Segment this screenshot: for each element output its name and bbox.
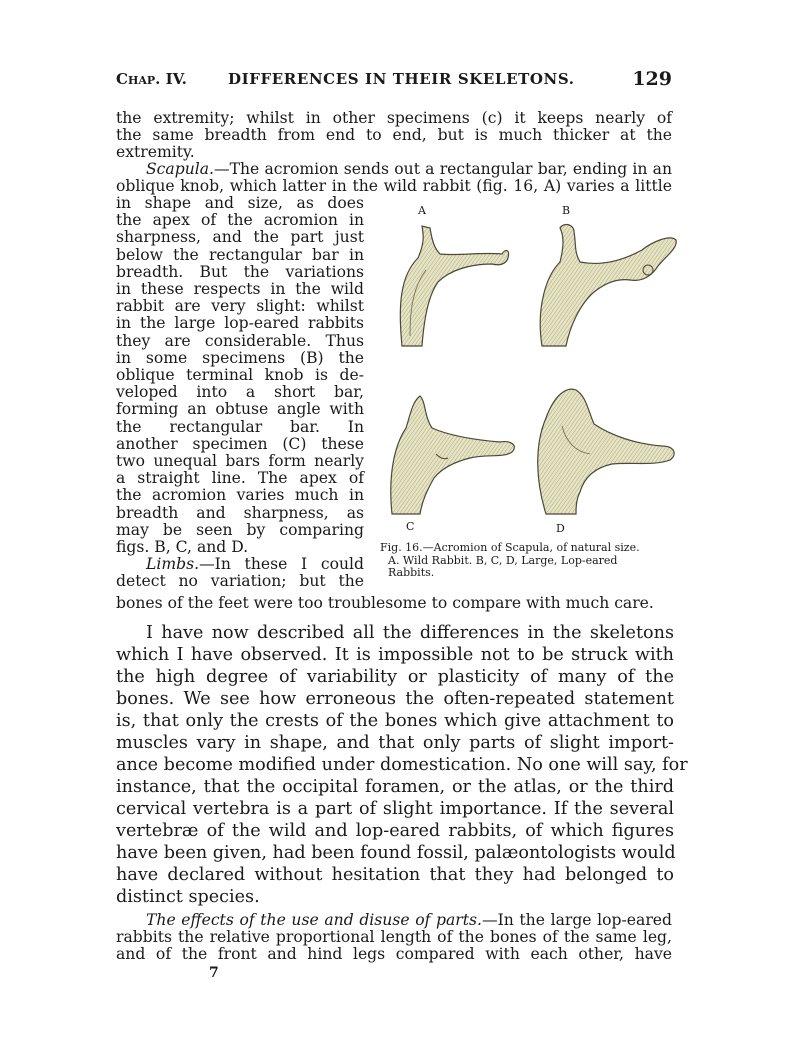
figure-label-d: D	[556, 522, 565, 535]
text-line: vertebræ of the wild and lop-eared rabbits, of which figures	[116, 821, 674, 841]
acromion-b-drawing	[540, 225, 676, 346]
text-line: distinct species.	[116, 887, 260, 907]
figure-caption	[380, 542, 682, 580]
text-line: in the large lop-eared rabbits	[116, 314, 364, 333]
text-line: I have now described all the differences in the skeletons	[146, 623, 674, 643]
running-title: DIFFERENCES IN THEIR SKELETONS.	[228, 70, 575, 88]
text-line: they are considerable. Thus	[116, 331, 364, 350]
text-line: the acromion varies much in	[116, 486, 364, 505]
text-line: ance become modified under domestication. No one will say, for	[116, 755, 688, 775]
text-line: have been given, had been found fossil, palæontologists would	[116, 843, 676, 863]
limbs-line1: —In these I could	[199, 555, 364, 574]
main-paragraph	[116, 622, 688, 908]
text-line: instance, that the occipital foramen, or the atlas, or the third	[116, 777, 674, 797]
acromion-c-drawing	[391, 396, 515, 514]
text-line: forming an obtuse angle with	[116, 400, 364, 419]
text-line: detect no variation; but the	[116, 572, 364, 591]
acromion-d-drawing	[538, 389, 674, 514]
text-line: and of the front and hind legs compared with each other, have	[116, 945, 672, 964]
scapula-line1: —The acromion sends out a rectangular bar, ending in an	[213, 160, 672, 178]
text-line: in some specimens (B) the	[116, 348, 364, 367]
text-line: figs. B, C, and D.	[116, 538, 249, 557]
text-line	[116, 161, 672, 178]
text-line: rabbit are very slight: whilst	[116, 297, 364, 316]
text-line: may be seen by comparing	[116, 520, 364, 539]
effects-heading: The effects of the use and disuse of parts.	[146, 911, 482, 929]
figure-label-b: B	[562, 204, 571, 217]
acromion-illustrations	[380, 196, 682, 536]
text-line: veloped into a short bar,	[116, 383, 364, 402]
text-line: have declared without hesitation that they had belonged to	[116, 865, 674, 885]
text-line	[116, 556, 364, 573]
effects-line1: —In the large lop-eared	[481, 911, 672, 929]
text-line: extremity.	[116, 143, 195, 162]
text-line: another specimen (C) these	[116, 434, 364, 453]
text-line	[116, 912, 672, 929]
text-line: in shape and size, as does	[116, 194, 364, 212]
caption-line: Fig. 16.—Acromion of Scapula, of natural size.	[380, 541, 640, 554]
caption-line: Rabbits.	[388, 566, 435, 579]
text-line: below the rectangular bar in	[116, 245, 364, 264]
intro-paragraph	[116, 110, 672, 162]
text-line: the same breadth from end to end, but is much thicker at the	[116, 126, 672, 145]
text-line: two unequal bars form nearly	[116, 452, 364, 471]
text-line: breadth and sharpness, as	[116, 503, 364, 522]
chapter-label: Chap. IV.	[116, 70, 187, 88]
figure-16	[380, 196, 682, 586]
text-line: bones of the feet were too troublesome to compare with much care.	[116, 594, 654, 612]
text-line: a straight line. The apex of	[116, 469, 364, 488]
scapula-paragraph-head	[116, 161, 672, 195]
signature-mark: 7	[209, 965, 219, 981]
running-header	[116, 68, 672, 94]
caption-line: A. Wild Rabbit. B, C, D, Large, Lop-eared	[388, 553, 618, 567]
text-line: oblique terminal knob is de-	[116, 366, 364, 385]
text-line: muscles vary in shape, and that only parts of slight import-	[116, 733, 674, 753]
text-line: the rectangular bar. In	[116, 417, 364, 436]
limbs-heading: Limbs.	[146, 555, 200, 574]
acromion-a-drawing	[400, 226, 508, 346]
text-line: is, that only the crests of the bones which give attachment to	[116, 711, 674, 731]
text-line: the high degree of variability or plasticity of many of the	[116, 667, 674, 687]
limbs-tail	[116, 595, 672, 612]
scapula-wrap-column	[116, 195, 364, 591]
text-line: the apex of the acromion in	[116, 211, 364, 230]
text-line: sharpness, and the part just	[116, 228, 364, 247]
text-line: breadth. But the variations	[116, 262, 364, 281]
text-line: cervical vertebra is a part of slight importance. If the several	[116, 799, 674, 819]
scapula-heading: Scapula.	[146, 160, 214, 178]
text-line: the extremity; whilst in other specimens (c) it keeps nearly of	[116, 109, 672, 127]
text-line: bones. We see how erroneous the often-repeated statement	[116, 689, 674, 709]
figure-label-a: A	[418, 204, 426, 217]
text-line: in these respects in the wild	[116, 280, 364, 299]
figure-label-c: C	[406, 520, 415, 533]
text-line: oblique knob, which latter in the wild rabbit (fig. 16, A) varies a little	[116, 177, 672, 196]
page-number: 129	[632, 68, 672, 90]
effects-paragraph	[116, 912, 672, 964]
text-line: which I have observed. It is impossible not to be struck with	[116, 645, 674, 665]
text-line: rabbits the relative proportional length of the bones of the same leg,	[116, 928, 672, 947]
